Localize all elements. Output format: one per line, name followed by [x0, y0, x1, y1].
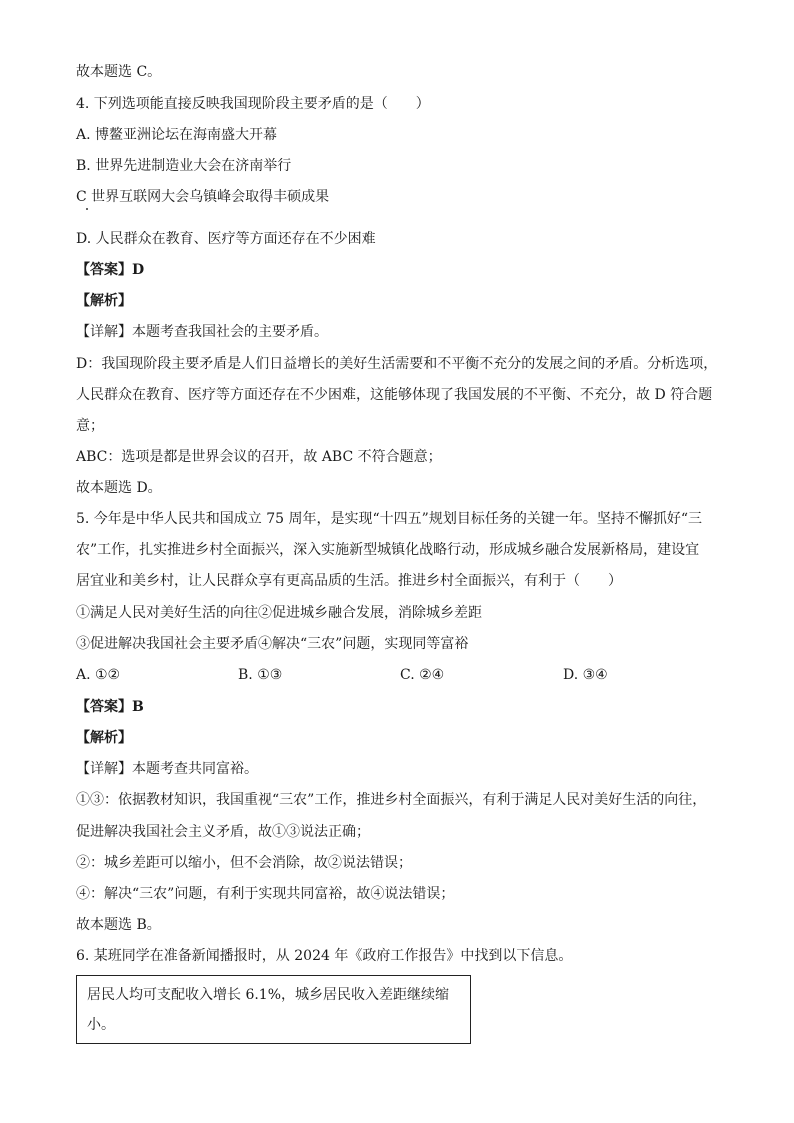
q5-explain-line: ①③：依据教材知识，我国重视“三农”工作，推进乡村全面振兴，有利于满足人民对美好生活的向往，	[76, 792, 707, 808]
q5-explain-line: 促进解决我国社会主义矛盾，故①③说法正确；	[76, 824, 370, 840]
q5-item-line: ③促进解决我国社会主要矛盾④解决“三农”问题，实现同等富裕	[76, 636, 469, 652]
q4-conclusion: 故本题选 D。	[76, 480, 162, 496]
q5-stem-line: 农”工作，扎实推进乡村全面振兴，深入实施新型城镇化战略行动，形成城乡融合发展新格局，建设宜	[76, 542, 700, 558]
q5-choice-d: D. ③④	[563, 667, 608, 683]
q5-explain-line: ④：解决“三农”问题，有利于实现共同富裕，故④说法错误；	[76, 886, 455, 902]
q4-explain-line: D：我国现阶段主要矛盾是人们日益增长的美好生活需要和不平衡不充分的发展之间的矛盾。分析选项，	[76, 356, 718, 372]
q5-item-line: ①满足人民对美好生活的向往②促进城乡融合发展，消除城乡差距	[76, 605, 482, 621]
q4-explain-line: ABC：选项是都是世界会议的召开，故 ABC 不符合题意；	[76, 449, 442, 465]
q6-box-line: 居民人均可支配收入增长 6.1%，城乡居民收入差距继续缩	[87, 987, 450, 1003]
q4-stem: 4. 下列选项能直接反映我国现阶段主要矛盾的是（ ）	[76, 96, 430, 112]
q5-detail: 【详解】本题考查共同富裕。	[76, 761, 258, 777]
q4-analysis-label: 【解析】	[76, 293, 132, 309]
q6-box-line: 小。	[87, 1017, 115, 1033]
q4-explain-line: 人民群众在教育、医疗等方面还存在不少困难，这能够体现了我国发展的不平衡、不充分，故 D 符合题	[76, 387, 713, 403]
q5-choice-c: C. ②④	[400, 667, 445, 683]
q5-choice-b: B. ①③	[238, 667, 283, 683]
q5-conclusion: 故本题选 B。	[76, 917, 161, 933]
q6-stem: 6. 某班同学在准备新闻播报时，从 2024 年《政府工作报告》中找到以下信息。	[76, 948, 573, 964]
q5-explain-line: ②：城乡差距可以缩小，但不会消除，故②说法错误；	[76, 855, 412, 871]
stray-dot	[86, 208, 88, 210]
q4-detail: 【详解】本题考查我国社会的主要矛盾。	[76, 324, 328, 340]
q4-answer: 【答案】D	[76, 262, 145, 278]
q4-option-b: B. 世界先进制造业大会在济南举行	[76, 158, 292, 174]
q5-analysis-label: 【解析】	[76, 730, 132, 746]
q3-conclusion: 故本题选 C。	[76, 64, 162, 80]
q5-answer: 【答案】B	[76, 699, 144, 715]
q5-stem-line: 5. 今年是中华人民共和国成立 75 周年，是实现“十四五”规划目标任务的关键一年。坚持不懈抓好“三	[76, 511, 702, 527]
q4-option-d: D. 人民群众在教育、医疗等方面还存在不少困难	[76, 231, 376, 247]
q4-option-c: C 世界互联网大会乌镇峰会取得丰硕成果	[76, 189, 330, 205]
q5-choice-a: A. ①②	[76, 667, 121, 683]
q4-explain-line: 意；	[76, 418, 104, 434]
q5-stem-line: 居宜业和美乡村，让人民群众享有更高品质的生活。推进乡村全面振兴，有利于（ ）	[76, 573, 622, 589]
q6-info-box	[76, 975, 471, 1044]
q4-option-a: A. 博鳌亚洲论坛在海南盛大开幕	[76, 127, 278, 143]
